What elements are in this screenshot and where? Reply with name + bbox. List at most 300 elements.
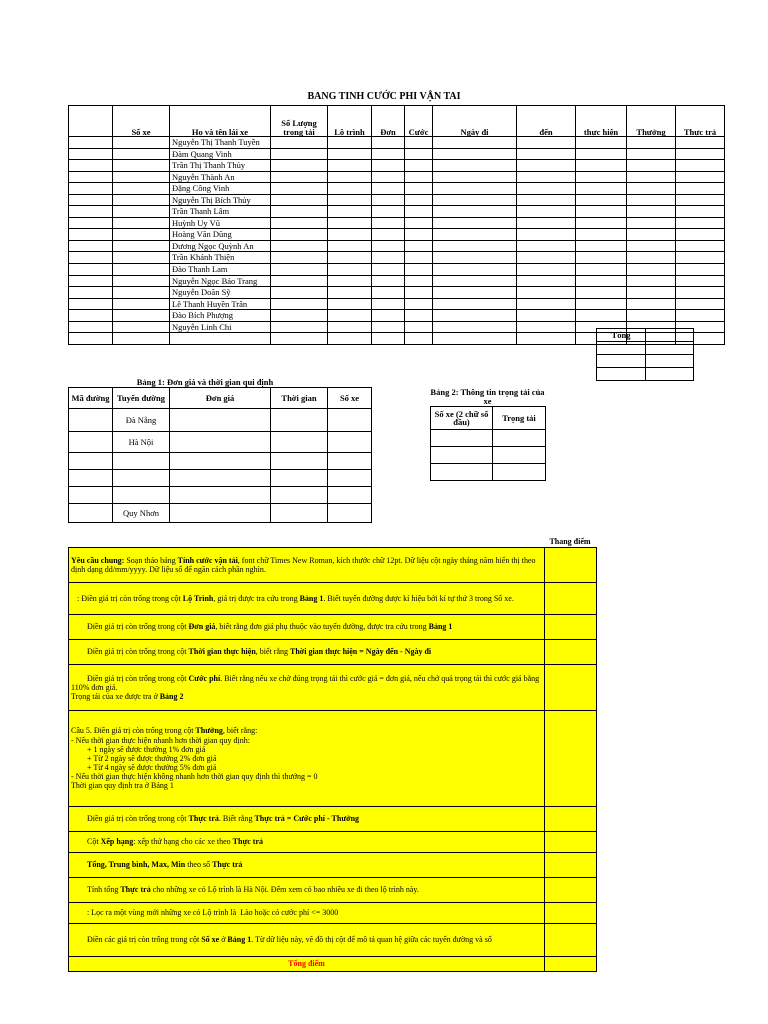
table-cell[interactable] [271,310,328,322]
table-cell[interactable] [627,252,676,264]
grading-table [68,547,597,972]
table-cell[interactable] [627,194,676,206]
table-cell[interactable] [271,409,328,432]
table-cell[interactable] [676,264,725,276]
table-cell[interactable] [271,194,328,206]
table-cell[interactable] [69,287,113,299]
table-cell[interactable] [69,194,113,206]
table-cell[interactable] [372,183,405,195]
table-cell[interactable] [517,333,576,345]
driver-name-cell[interactable]: Trần Thanh Lâm [170,206,271,218]
table-row [69,470,372,487]
table-cell[interactable] [433,137,517,149]
table-cell[interactable] [517,171,576,183]
table-cell[interactable] [676,137,725,149]
table-cell[interactable] [433,287,517,299]
requirement-text [69,853,545,878]
table-cell[interactable] [405,310,433,322]
table-row [69,504,372,523]
table-cell[interactable] [405,298,433,310]
table-cell[interactable] [433,183,517,195]
table-cell[interactable] [405,206,433,218]
table-row [69,487,372,504]
table-cell[interactable] [328,487,372,504]
table-cell[interactable] [113,264,170,276]
score-cell[interactable] [545,903,597,924]
table-cell[interactable] [676,287,725,299]
table-cell[interactable] [405,287,433,299]
table-cell[interactable] [328,206,372,218]
table-cell[interactable] [271,160,328,172]
driver-name-cell[interactable]: Đặng Công Vinh [170,183,271,195]
text-segment [71,860,87,869]
table-cell[interactable] [433,217,517,229]
score-cell[interactable] [545,615,597,640]
table-cell[interactable] [328,229,372,241]
table-cell[interactable] [433,171,517,183]
table-cell[interactable] [627,183,676,195]
table-cell[interactable] [170,504,271,523]
table-cell[interactable] [170,432,271,453]
requirement-text [69,924,545,957]
score-cell[interactable] [545,640,597,665]
table-cell[interactable] [576,183,627,195]
table-cell[interactable] [405,194,433,206]
table1-header: Tuyến đường [113,388,170,409]
table-cell[interactable] [328,275,372,287]
score-cell[interactable] [545,832,597,853]
table-cell[interactable] [676,275,725,287]
table-cell[interactable] [69,432,113,453]
table-row [69,310,725,322]
table-cell[interactable] [627,287,676,299]
requirement-text [69,878,545,903]
table-cell[interactable] [113,275,170,287]
table-cell[interactable] [433,275,517,287]
bold-text: Số xe [201,935,220,945]
table-cell[interactable] [372,321,405,333]
table-cell[interactable] [271,183,328,195]
table-cell[interactable] [576,275,627,287]
table-cell[interactable] [271,275,328,287]
table-cell[interactable] [69,504,113,523]
table-cell[interactable] [433,264,517,276]
table-cell[interactable] [271,264,328,276]
table-cell[interactable] [113,240,170,252]
table-cell[interactable] [69,217,113,229]
table-cell[interactable] [517,310,576,322]
table-cell[interactable] [517,229,576,241]
table-cell[interactable] [69,264,113,276]
table-cell[interactable] [576,287,627,299]
table-cell[interactable] [328,160,372,172]
table-cell[interactable] [372,148,405,160]
table-cell[interactable] [431,464,493,481]
route-cell[interactable] [113,470,170,487]
table-cell[interactable] [627,217,676,229]
table-cell[interactable] [328,194,372,206]
table-cell[interactable] [576,240,627,252]
table-cell[interactable] [328,504,372,523]
table-cell[interactable] [517,321,576,333]
table-cell[interactable] [433,333,517,345]
table-cell[interactable] [431,430,493,447]
table-cell[interactable] [493,447,546,464]
bold-text: Thực trả [188,814,219,824]
text-segment: Tính tổng [71,885,121,895]
table-cell[interactable] [433,252,517,264]
table-cell[interactable] [69,409,113,432]
table-cell[interactable] [627,275,676,287]
table-cell[interactable] [433,206,517,218]
total-score-cell[interactable] [545,957,597,972]
table-cell[interactable] [405,264,433,276]
table-cell[interactable] [113,298,170,310]
table-cell[interactable] [627,137,676,149]
text-segment: + Từ 4 ngày sẽ được thưởng 5% đơn giá [71,763,217,773]
driver-name-cell[interactable]: Trần Khánh Thiện [170,252,271,264]
table-cell[interactable] [372,171,405,183]
grading-row [69,924,597,957]
route-cell[interactable] [113,487,170,504]
table-cell[interactable] [676,298,725,310]
table-cell[interactable] [405,171,433,183]
table-cell[interactable] [113,333,170,345]
table-cell[interactable] [328,298,372,310]
driver-name-cell[interactable]: Đào Bích Phượng [170,310,271,322]
table-cell[interactable] [372,206,405,218]
table-cell[interactable] [576,194,627,206]
table-cell[interactable] [113,287,170,299]
table-cell[interactable] [433,240,517,252]
requirement-text [69,615,545,640]
text-segment: , biết rằng: [222,726,258,736]
table-cell[interactable] [328,240,372,252]
table-cell[interactable] [576,148,627,160]
table-cell[interactable] [328,453,372,470]
table2-header: Trọng tải [493,407,546,430]
driver-name-cell[interactable]: Nguyễn Thành An [170,171,271,183]
table-cell[interactable] [576,252,627,264]
score-cell[interactable] [545,665,597,711]
table-cell[interactable] [627,298,676,310]
table-cell[interactable] [69,137,113,149]
table-cell[interactable] [328,148,372,160]
score-cell[interactable] [545,924,597,957]
table-cell[interactable] [170,487,271,504]
table1-header: Đơn giá [170,388,271,409]
table-cell[interactable] [271,171,328,183]
table-cell[interactable] [517,287,576,299]
table-cell[interactable] [271,148,328,160]
table-cell[interactable] [405,148,433,160]
table-cell[interactable] [627,264,676,276]
driver-name-cell[interactable]: Đàm Quang Vinh [170,148,271,160]
table-cell[interactable] [676,171,725,183]
table-cell[interactable] [517,160,576,172]
grading-row [69,640,597,665]
table-cell[interactable] [328,310,372,322]
table-cell[interactable] [69,206,113,218]
table-row [69,432,372,453]
table-cell[interactable] [113,137,170,149]
table-cell[interactable] [372,264,405,276]
table-cell[interactable] [627,171,676,183]
table-cell[interactable] [328,432,372,453]
table-cell[interactable] [405,160,433,172]
table-cell[interactable] [627,148,676,160]
table-cell[interactable] [372,217,405,229]
table-cell[interactable] [69,333,113,345]
driver-name-cell[interactable]: Nguyễn Thị Bích Thủy [170,194,271,206]
table-cell[interactable] [576,217,627,229]
table-cell[interactable] [372,229,405,241]
table-cell[interactable] [271,287,328,299]
text-segment: Điền giá trị còn trống trong cột [71,673,189,683]
route-cell[interactable]: Quy Nhơn [113,504,170,523]
table-cell[interactable] [493,430,546,447]
table-cell[interactable] [372,275,405,287]
table-cell[interactable] [517,194,576,206]
score-cell[interactable] [545,807,597,832]
table-cell[interactable] [517,298,576,310]
table-cell[interactable] [113,171,170,183]
table-cell[interactable] [627,160,676,172]
table-cell[interactable] [405,333,433,345]
table-cell[interactable] [113,183,170,195]
table-cell[interactable] [517,252,576,264]
table-cell[interactable] [69,148,113,160]
header-col-arrive: đến [517,106,576,137]
table-cell[interactable] [433,298,517,310]
table-cell[interactable] [328,470,372,487]
table-cell[interactable] [271,240,328,252]
table-cell[interactable] [271,137,328,149]
table-cell[interactable] [113,160,170,172]
table-cell[interactable] [627,206,676,218]
table-cell[interactable] [69,470,113,487]
table-row [69,217,725,229]
table-cell[interactable] [113,206,170,218]
price-time-table [68,387,372,523]
bold-text: Bảng 2 [159,692,184,702]
table-cell[interactable] [170,453,271,470]
table-cell[interactable] [517,217,576,229]
table-cell[interactable] [170,470,271,487]
grading-row [69,583,597,615]
table-cell[interactable] [271,432,328,453]
driver-name-cell[interactable]: Đào Thanh Lam [170,264,271,276]
table-cell[interactable] [676,206,725,218]
table-cell[interactable] [328,252,372,264]
total-cell[interactable] [646,368,694,381]
table-cell[interactable] [328,287,372,299]
driver-name-cell[interactable]: Nguyễn Linh Chi [170,321,271,333]
total-cell[interactable] [646,355,694,368]
table-cell[interactable] [113,321,170,333]
table-cell[interactable] [69,453,113,470]
table-cell[interactable] [405,229,433,241]
table-cell[interactable] [676,229,725,241]
table-cell[interactable] [517,183,576,195]
table-cell[interactable] [69,321,113,333]
driver-name-cell[interactable]: Nguyễn Ngọc Bảo Trang [170,275,271,287]
table-cell[interactable] [405,321,433,333]
table-cell[interactable] [69,171,113,183]
table-cell[interactable] [676,217,725,229]
table-cell[interactable] [431,447,493,464]
table-cell[interactable] [113,252,170,264]
bold-text: Lộ Trình [182,593,214,603]
table-cell[interactable] [271,321,328,333]
header-col-blank [69,106,113,137]
table-cell[interactable] [271,487,328,504]
table-cell[interactable] [493,464,546,481]
requirement-text [69,583,545,615]
table-cell[interactable] [372,298,405,310]
table-cell[interactable] [271,333,328,345]
driver-name-cell[interactable]: Huỳnh Uy Vũ [170,217,271,229]
table-cell[interactable] [676,148,725,160]
table-cell[interactable] [576,264,627,276]
table-cell[interactable] [372,137,405,149]
total-cell[interactable] [646,329,694,342]
route-cell[interactable]: Hà Nội [113,432,170,453]
table-cell[interactable] [433,160,517,172]
table-cell[interactable] [576,229,627,241]
table-cell[interactable] [676,310,725,322]
route-cell[interactable] [113,453,170,470]
table-cell[interactable] [271,229,328,241]
table-cell[interactable] [69,252,113,264]
table-cell[interactable] [405,240,433,252]
score-cell[interactable] [545,548,597,583]
route-cell[interactable]: Đà Nẵng [113,409,170,432]
score-cell[interactable] [545,711,597,807]
table-cell[interactable] [676,160,725,172]
table-cell[interactable] [372,160,405,172]
table-cell[interactable] [328,333,372,345]
driver-name-cell[interactable]: Nguyễn Doãn Sỹ [170,287,271,299]
driver-name-cell[interactable]: Nguyễn Thị Thanh Tuyền [170,137,271,149]
table-cell[interactable] [627,310,676,322]
table-cell[interactable] [372,310,405,322]
table-cell[interactable] [517,264,576,276]
text-segment: - Nếu thời gian thực hiện nhanh hơn thời gian quy định: [71,735,250,745]
table-cell[interactable] [69,275,113,287]
table-cell[interactable] [113,194,170,206]
table-cell[interactable] [627,229,676,241]
header-col-plate: Số xe [113,106,170,137]
table-cell[interactable] [405,252,433,264]
score-cell[interactable] [545,878,597,903]
table-cell[interactable] [517,148,576,160]
table-cell[interactable] [627,240,676,252]
table-cell[interactable] [576,171,627,183]
table-cell[interactable] [576,310,627,322]
table-cell[interactable] [676,240,725,252]
table-cell[interactable] [69,240,113,252]
table-cell[interactable] [576,298,627,310]
total-cell[interactable] [646,342,694,355]
score-cell[interactable] [545,583,597,615]
table-cell[interactable] [433,229,517,241]
table-cell[interactable] [517,275,576,287]
driver-name-cell[interactable]: Hoàng Văn Dũng [170,229,271,241]
table-cell[interactable] [271,470,328,487]
table-cell[interactable] [113,217,170,229]
table-cell[interactable] [113,310,170,322]
table-cell[interactable] [170,333,271,345]
table-cell[interactable] [328,183,372,195]
table-cell[interactable] [113,148,170,160]
table-cell[interactable] [676,183,725,195]
table-cell[interactable] [372,252,405,264]
table-cell[interactable] [271,252,328,264]
table-cell[interactable] [328,264,372,276]
score-cell[interactable] [545,853,597,878]
table-cell[interactable] [676,252,725,264]
table-cell[interactable] [517,137,576,149]
table-cell[interactable] [405,183,433,195]
table-cell[interactable] [328,137,372,149]
table-cell[interactable] [328,321,372,333]
table-cell[interactable] [69,298,113,310]
total-cell[interactable] [597,368,646,381]
driver-name-cell[interactable]: Trần Thị Thanh Thủy [170,160,271,172]
table-cell[interactable] [576,206,627,218]
table-cell[interactable] [576,160,627,172]
table-cell[interactable] [372,240,405,252]
table-cell[interactable] [433,194,517,206]
table-cell[interactable] [517,240,576,252]
requirement-text [69,903,545,924]
table-cell[interactable] [676,194,725,206]
table-cell[interactable] [405,137,433,149]
table-cell[interactable] [69,310,113,322]
table-cell[interactable] [271,298,328,310]
table-cell[interactable] [271,504,328,523]
table-cell[interactable] [372,287,405,299]
table-cell[interactable] [372,333,405,345]
table-cell[interactable] [405,275,433,287]
table-cell[interactable] [405,217,433,229]
driver-name-cell[interactable]: Dương Ngọc Quỳnh An [170,240,271,252]
table-cell[interactable] [69,160,113,172]
driver-name-cell[interactable]: Lê Thanh Huyền Trân [170,298,271,310]
table-cell[interactable] [69,183,113,195]
table-cell[interactable] [328,409,372,432]
table-cell[interactable] [170,409,271,432]
table-cell[interactable] [576,137,627,149]
table-cell[interactable] [69,487,113,504]
table-cell[interactable] [328,217,372,229]
table-cell[interactable] [271,217,328,229]
table-cell[interactable] [328,171,372,183]
table-cell[interactable] [271,453,328,470]
table-cell[interactable] [433,310,517,322]
table-cell[interactable] [433,148,517,160]
total-cell[interactable] [597,342,646,355]
table-cell[interactable] [271,206,328,218]
bold-text: Thực trả [232,837,264,847]
table-cell[interactable] [69,229,113,241]
table-cell[interactable] [372,194,405,206]
total-cell[interactable] [597,355,646,368]
table-cell[interactable] [517,206,576,218]
table-cell[interactable] [433,321,517,333]
table-cell[interactable] [113,229,170,241]
